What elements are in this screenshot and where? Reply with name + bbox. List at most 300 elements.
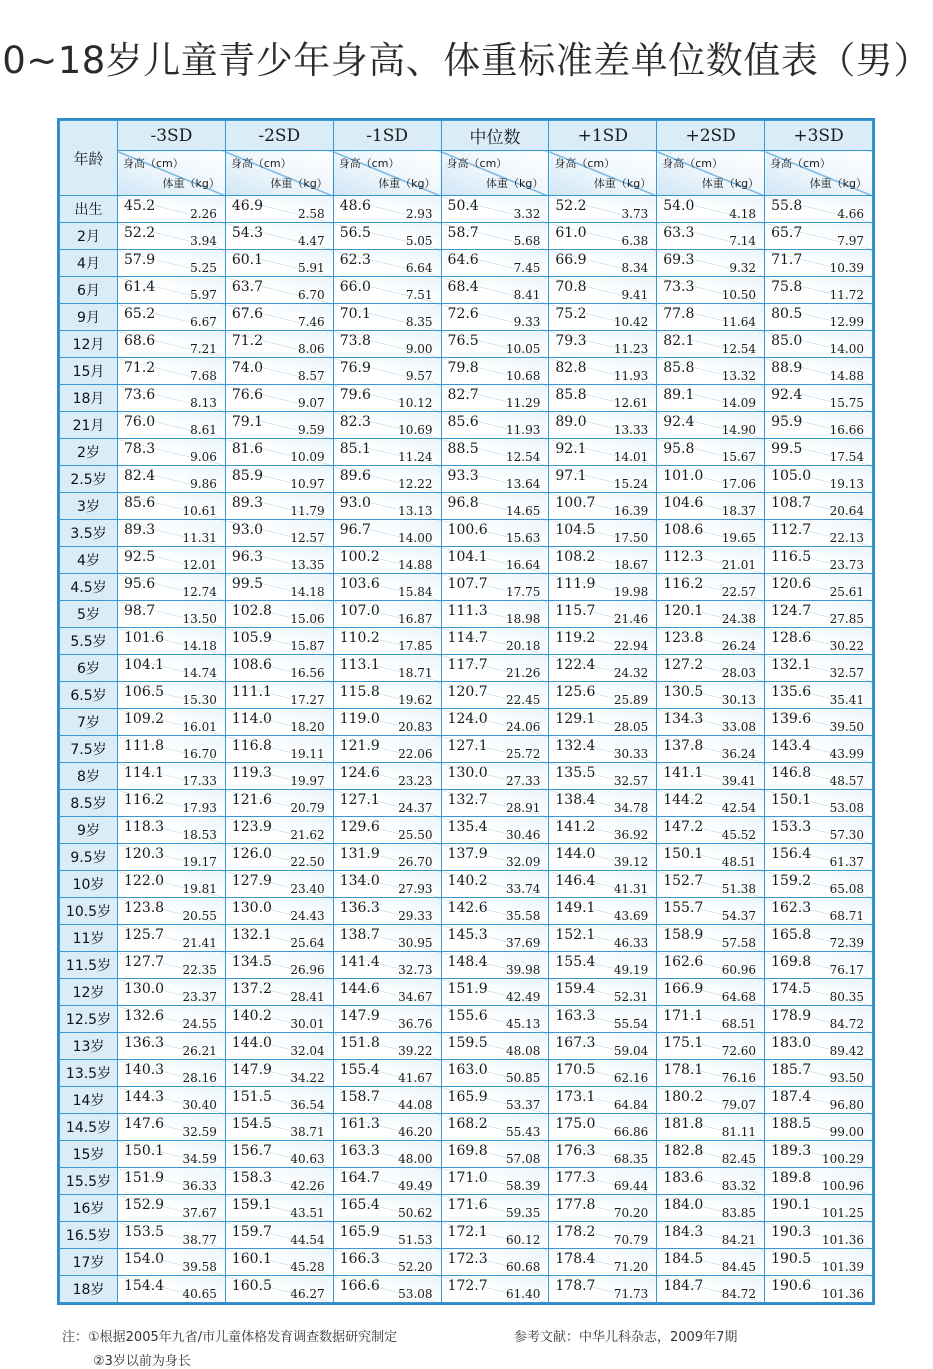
value-cell bbox=[549, 385, 657, 412]
table-row bbox=[60, 817, 873, 844]
weight-value: 28.16 bbox=[182, 1071, 217, 1085]
weight-value: 26.21 bbox=[182, 1044, 217, 1058]
value-cell bbox=[765, 385, 873, 412]
weight-value: 28.91 bbox=[506, 801, 541, 815]
value-cell bbox=[765, 520, 873, 547]
height-value: 171.0 bbox=[447, 1170, 488, 1186]
age-cell: 15.5岁 bbox=[60, 1168, 118, 1195]
value-cell bbox=[765, 223, 873, 250]
value-cell bbox=[657, 628, 765, 655]
weight-value: 12.57 bbox=[290, 531, 325, 545]
value-cell bbox=[657, 358, 765, 385]
value-cell bbox=[657, 1276, 765, 1303]
value-cell bbox=[333, 1006, 441, 1033]
age-cell: 2岁 bbox=[60, 439, 118, 466]
height-value: 121.9 bbox=[339, 738, 380, 754]
height-value: 52.2 bbox=[555, 198, 587, 214]
height-value: 152.7 bbox=[663, 873, 704, 889]
weight-value: 29.33 bbox=[398, 909, 433, 923]
value-cell bbox=[657, 223, 765, 250]
age-cell: 6岁 bbox=[60, 655, 118, 682]
value-cell bbox=[657, 1168, 765, 1195]
table-row bbox=[60, 736, 873, 763]
value-cell bbox=[441, 520, 549, 547]
value-cell bbox=[657, 1141, 765, 1168]
weight-value: 19.65 bbox=[721, 531, 757, 545]
height-value: 100.7 bbox=[555, 495, 596, 511]
height-value: 155.7 bbox=[663, 900, 704, 916]
height-value: 60.1 bbox=[231, 252, 264, 268]
height-value: 148.4 bbox=[447, 954, 488, 970]
height-value: 104.1 bbox=[447, 549, 488, 565]
height-value: 104.1 bbox=[124, 657, 165, 673]
value-cell bbox=[441, 304, 549, 331]
age-cell: 3.5岁 bbox=[60, 520, 118, 547]
weight-value: 17.54 bbox=[829, 450, 864, 464]
height-value: 152.9 bbox=[124, 1197, 165, 1213]
height-value: 74.0 bbox=[231, 360, 264, 376]
weight-value: 37.69 bbox=[506, 936, 541, 950]
age-cell: 16岁 bbox=[60, 1195, 118, 1222]
weight-value: 8.57 bbox=[297, 369, 325, 383]
value-cell bbox=[441, 1276, 549, 1303]
height-value: 92.4 bbox=[771, 387, 803, 403]
value-cell bbox=[441, 655, 549, 682]
weight-value: 48.08 bbox=[506, 1044, 541, 1058]
value-cell bbox=[549, 331, 657, 358]
height-value: 73.8 bbox=[339, 333, 371, 349]
weight-value: 9.57 bbox=[405, 369, 433, 383]
value-cell bbox=[657, 466, 765, 493]
height-value: 65.2 bbox=[124, 306, 156, 322]
height-value: 118.3 bbox=[124, 819, 165, 835]
table-row bbox=[60, 1060, 873, 1087]
weight-value: 68.51 bbox=[721, 1017, 757, 1031]
height-value: 61.0 bbox=[555, 225, 587, 241]
height-value: 96.3 bbox=[231, 549, 264, 565]
height-value: 93.0 bbox=[339, 495, 371, 511]
weight-value: 11.93 bbox=[506, 423, 541, 437]
height-value: 71.2 bbox=[231, 333, 264, 349]
weight-value: 13.32 bbox=[721, 369, 757, 383]
table-head bbox=[60, 121, 873, 196]
height-value: 127.1 bbox=[339, 792, 380, 808]
height-value: 95.6 bbox=[124, 576, 156, 592]
height-value: 79.3 bbox=[555, 333, 587, 349]
weight-value: 42.49 bbox=[506, 990, 541, 1004]
weight-value: 23.40 bbox=[290, 882, 325, 896]
height-value: 102.8 bbox=[231, 603, 272, 619]
weight-value: 11.64 bbox=[721, 315, 757, 329]
weight-value: 36.54 bbox=[290, 1098, 325, 1112]
height-value: 55.8 bbox=[771, 198, 803, 214]
value-cell bbox=[765, 331, 873, 358]
height-value: 114.7 bbox=[447, 630, 488, 646]
value-cell bbox=[657, 925, 765, 952]
value-cell bbox=[657, 520, 765, 547]
value-cell bbox=[441, 682, 549, 709]
weight-value: 17.50 bbox=[613, 531, 649, 545]
value-cell bbox=[765, 547, 873, 574]
value-cell bbox=[765, 1087, 873, 1114]
weight-value: 14.88 bbox=[398, 558, 433, 572]
height-value: 189.8 bbox=[771, 1170, 812, 1186]
weight-value: 72.39 bbox=[829, 936, 864, 950]
age-cell: 3岁 bbox=[60, 493, 118, 520]
height-value: 70.1 bbox=[339, 306, 371, 322]
table-row bbox=[60, 601, 873, 628]
age-cell: 9岁 bbox=[60, 817, 118, 844]
weight-value: 36.92 bbox=[613, 828, 649, 842]
height-value: 57.9 bbox=[124, 252, 156, 268]
weight-value: 14.90 bbox=[721, 423, 757, 437]
height-value: 190.5 bbox=[771, 1251, 812, 1267]
value-cell bbox=[765, 1222, 873, 1249]
height-value: 108.6 bbox=[231, 657, 272, 673]
value-cell bbox=[118, 952, 226, 979]
weight-value: 8.13 bbox=[190, 396, 217, 410]
value-cell bbox=[765, 196, 873, 223]
height-value: 137.2 bbox=[231, 981, 272, 997]
weight-value: 62.16 bbox=[613, 1071, 649, 1085]
weight-value: 18.37 bbox=[721, 504, 757, 518]
weight-value: 82.45 bbox=[721, 1152, 757, 1166]
value-cell bbox=[549, 358, 657, 385]
height-value: 119.2 bbox=[555, 630, 596, 646]
height-unit-label: 身高（cm） bbox=[338, 157, 400, 170]
height-value: 99.5 bbox=[231, 576, 264, 592]
weight-value: 13.13 bbox=[398, 504, 433, 518]
height-value: 56.5 bbox=[339, 225, 371, 241]
value-cell bbox=[441, 385, 549, 412]
height-value: 97.1 bbox=[555, 468, 587, 484]
height-value: 162.3 bbox=[771, 900, 812, 916]
height-value: 178.2 bbox=[555, 1224, 596, 1240]
value-cell bbox=[549, 1276, 657, 1303]
value-cell bbox=[657, 682, 765, 709]
weight-value: 21.62 bbox=[290, 828, 325, 842]
value-cell bbox=[441, 817, 549, 844]
weight-value: 24.43 bbox=[290, 909, 325, 923]
height-value: 127.9 bbox=[231, 873, 272, 889]
weight-value: 69.44 bbox=[613, 1179, 649, 1193]
weight-value: 48.51 bbox=[721, 855, 757, 869]
value-cell bbox=[333, 1087, 441, 1114]
table-row bbox=[60, 709, 873, 736]
height-value: 76.5 bbox=[447, 333, 479, 349]
height-value: 159.2 bbox=[771, 873, 812, 889]
weight-value: 26.96 bbox=[290, 963, 325, 977]
value-cell bbox=[333, 223, 441, 250]
weight-value: 30.40 bbox=[182, 1098, 217, 1112]
height-value: 75.8 bbox=[771, 279, 803, 295]
height-value: 183.0 bbox=[771, 1035, 812, 1051]
value-cell bbox=[118, 898, 226, 925]
weight-value: 10.42 bbox=[613, 315, 649, 329]
height-value: 89.1 bbox=[663, 387, 695, 403]
weight-value: 79.07 bbox=[721, 1098, 757, 1112]
height-value: 108.6 bbox=[663, 522, 704, 538]
height-value: 66.0 bbox=[339, 279, 371, 295]
weight-value: 41.31 bbox=[613, 882, 649, 896]
height-value: 163.0 bbox=[447, 1062, 488, 1078]
growth-table-grid bbox=[59, 120, 873, 1303]
value-cell bbox=[549, 250, 657, 277]
height-value: 126.0 bbox=[231, 846, 272, 862]
weight-value: 100.29 bbox=[822, 1152, 864, 1166]
weight-value: 19.11 bbox=[290, 747, 325, 761]
value-cell bbox=[549, 1249, 657, 1276]
height-value: 45.2 bbox=[124, 198, 156, 214]
footnote-2: ②3岁以前为身长 bbox=[93, 1354, 191, 1369]
height-value: 81.6 bbox=[231, 441, 264, 457]
height-value: 147.2 bbox=[663, 819, 704, 835]
height-value: 78.3 bbox=[124, 441, 156, 457]
value-cell bbox=[441, 466, 549, 493]
weight-unit-label: 体重（kg） bbox=[809, 177, 867, 190]
weight-value: 18.53 bbox=[182, 828, 217, 842]
height-value: 168.2 bbox=[447, 1116, 488, 1132]
weight-value: 34.59 bbox=[182, 1152, 217, 1166]
weight-value: 49.19 bbox=[613, 963, 649, 977]
value-cell bbox=[118, 1006, 226, 1033]
age-cell: 11.5岁 bbox=[60, 952, 118, 979]
height-value: 139.6 bbox=[771, 711, 812, 727]
value-cell bbox=[657, 763, 765, 790]
value-cell bbox=[549, 1060, 657, 1087]
height-value: 108.2 bbox=[555, 549, 596, 565]
weight-value: 25.89 bbox=[613, 693, 649, 707]
height-value: 89.6 bbox=[339, 468, 371, 484]
height-value: 106.5 bbox=[124, 684, 165, 700]
age-cell: 出生 bbox=[60, 196, 118, 223]
value-cell bbox=[765, 601, 873, 628]
table-row bbox=[60, 547, 873, 574]
weight-value: 6.38 bbox=[621, 234, 649, 248]
weight-value: 50.85 bbox=[506, 1071, 541, 1085]
weight-value: 23.37 bbox=[182, 990, 217, 1004]
height-value: 73.6 bbox=[124, 387, 156, 403]
value-cell bbox=[333, 277, 441, 304]
height-value: 120.1 bbox=[663, 603, 704, 619]
weight-unit-label: 体重（kg） bbox=[701, 177, 760, 190]
value-cell bbox=[118, 412, 226, 439]
value-cell bbox=[333, 952, 441, 979]
height-value: 173.1 bbox=[555, 1089, 596, 1105]
weight-value: 101.36 bbox=[822, 1233, 864, 1247]
height-value: 184.7 bbox=[663, 1278, 704, 1294]
weight-value: 17.93 bbox=[182, 801, 217, 815]
unit-header-row bbox=[60, 151, 873, 196]
height-value: 144.0 bbox=[555, 846, 596, 862]
height-value: 190.1 bbox=[771, 1197, 812, 1213]
height-value: 85.8 bbox=[663, 360, 695, 376]
value-cell bbox=[225, 574, 333, 601]
weight-value: 23.23 bbox=[398, 774, 433, 788]
height-unit-label: 身高（cm） bbox=[554, 157, 616, 170]
age-cell: 18月 bbox=[60, 385, 118, 412]
value-cell bbox=[657, 304, 765, 331]
weight-value: 83.85 bbox=[721, 1206, 757, 1220]
value-cell bbox=[441, 1060, 549, 1087]
value-cell bbox=[765, 844, 873, 871]
page-title: 0~18岁儿童青少年身高、体重标准差单位数值表（男） bbox=[2, 39, 931, 82]
height-value: 73.3 bbox=[663, 279, 695, 295]
height-value: 134.3 bbox=[663, 711, 704, 727]
height-value: 180.2 bbox=[663, 1089, 704, 1105]
value-cell bbox=[333, 790, 441, 817]
height-value: 165.9 bbox=[447, 1089, 488, 1105]
weight-value: 9.33 bbox=[513, 315, 541, 329]
height-value: 151.8 bbox=[339, 1035, 380, 1051]
value-cell bbox=[441, 277, 549, 304]
table-row bbox=[60, 1276, 873, 1303]
weight-value: 101.25 bbox=[822, 1206, 864, 1220]
value-cell bbox=[765, 574, 873, 601]
value-cell bbox=[441, 601, 549, 628]
weight-value: 21.01 bbox=[721, 558, 757, 572]
height-value: 132.4 bbox=[555, 738, 596, 754]
value-cell bbox=[657, 601, 765, 628]
height-value: 154.0 bbox=[124, 1251, 165, 1267]
height-value: 135.6 bbox=[771, 684, 812, 700]
sd-column-header: +2SD bbox=[657, 121, 765, 151]
value-cell bbox=[118, 790, 226, 817]
weight-value: 71.73 bbox=[613, 1287, 649, 1301]
weight-unit-label: 体重（kg） bbox=[270, 177, 328, 190]
value-cell bbox=[765, 817, 873, 844]
height-value: 66.9 bbox=[555, 252, 587, 268]
height-value: 187.4 bbox=[771, 1089, 812, 1105]
weight-value: 12.54 bbox=[721, 342, 757, 356]
height-value: 177.8 bbox=[555, 1197, 596, 1213]
height-value: 124.7 bbox=[771, 603, 812, 619]
height-value: 54.3 bbox=[231, 225, 264, 241]
value-cell bbox=[765, 979, 873, 1006]
weight-value: 60.96 bbox=[721, 963, 757, 977]
value-cell bbox=[225, 358, 333, 385]
age-cell: 6.5岁 bbox=[60, 682, 118, 709]
height-value: 132.6 bbox=[124, 1008, 165, 1024]
value-cell bbox=[441, 358, 549, 385]
weight-value: 81.11 bbox=[721, 1125, 757, 1139]
weight-value: 30.46 bbox=[506, 828, 541, 842]
value-cell bbox=[765, 952, 873, 979]
weight-value: 60.12 bbox=[506, 1233, 541, 1247]
value-cell bbox=[118, 385, 226, 412]
height-value: 130.0 bbox=[231, 900, 272, 916]
height-value: 127.7 bbox=[124, 954, 165, 970]
height-unit-label: 身高（cm） bbox=[770, 157, 831, 170]
age-cell: 2月 bbox=[60, 223, 118, 250]
weight-value: 51.38 bbox=[721, 882, 757, 896]
weight-value: 25.64 bbox=[290, 936, 325, 950]
age-cell: 21月 bbox=[60, 412, 118, 439]
weight-value: 9.86 bbox=[190, 477, 217, 491]
height-value: 82.4 bbox=[124, 468, 156, 484]
value-cell bbox=[118, 1141, 226, 1168]
value-cell bbox=[441, 952, 549, 979]
height-value: 137.9 bbox=[447, 846, 488, 862]
age-cell: 11岁 bbox=[60, 925, 118, 952]
height-value: 170.5 bbox=[555, 1062, 596, 1078]
weight-value: 10.05 bbox=[506, 342, 541, 356]
weight-value: 15.24 bbox=[613, 477, 649, 491]
weight-value: 36.76 bbox=[398, 1017, 433, 1031]
value-cell bbox=[765, 1276, 873, 1303]
value-cell bbox=[333, 196, 441, 223]
value-cell bbox=[549, 925, 657, 952]
value-cell bbox=[765, 1141, 873, 1168]
height-value: 184.3 bbox=[663, 1224, 704, 1240]
height-value: 172.3 bbox=[447, 1251, 488, 1267]
value-cell bbox=[441, 547, 549, 574]
value-cell bbox=[765, 1249, 873, 1276]
weight-value: 15.06 bbox=[290, 612, 325, 626]
height-value: 141.2 bbox=[555, 819, 596, 835]
value-cell bbox=[549, 844, 657, 871]
height-value: 105.0 bbox=[771, 468, 812, 484]
height-value: 174.5 bbox=[771, 981, 812, 997]
height-value: 138.4 bbox=[555, 792, 596, 808]
value-cell bbox=[333, 439, 441, 466]
value-cell bbox=[441, 763, 549, 790]
value-cell bbox=[333, 1195, 441, 1222]
table-row bbox=[60, 1249, 873, 1276]
height-value: 181.8 bbox=[663, 1116, 704, 1132]
value-cell bbox=[118, 979, 226, 1006]
weight-value: 54.37 bbox=[721, 909, 757, 923]
footnotes bbox=[62, 1326, 738, 1369]
weight-value: 15.84 bbox=[398, 585, 433, 599]
height-value: 80.5 bbox=[771, 306, 803, 322]
weight-value: 37.67 bbox=[182, 1206, 217, 1220]
value-cell bbox=[441, 1141, 549, 1168]
value-cell bbox=[333, 385, 441, 412]
value-cell bbox=[225, 1006, 333, 1033]
weight-value: 10.69 bbox=[398, 423, 433, 437]
weight-value: 7.45 bbox=[513, 261, 541, 275]
height-value: 93.3 bbox=[447, 468, 479, 484]
height-value: 111.3 bbox=[447, 603, 488, 619]
weight-value: 20.55 bbox=[182, 909, 217, 923]
weight-value: 4.18 bbox=[729, 207, 757, 221]
value-cell bbox=[441, 1114, 549, 1141]
value-cell bbox=[225, 709, 333, 736]
value-cell bbox=[441, 1195, 549, 1222]
age-cell: 14岁 bbox=[60, 1087, 118, 1114]
weight-value: 33.08 bbox=[721, 720, 757, 734]
weight-value: 57.30 bbox=[829, 828, 864, 842]
weight-value: 18.98 bbox=[506, 612, 541, 626]
weight-value: 20.64 bbox=[829, 504, 864, 518]
age-cell: 10.5岁 bbox=[60, 898, 118, 925]
weight-value: 61.37 bbox=[829, 855, 864, 869]
weight-value: 27.85 bbox=[829, 612, 864, 626]
weight-value: 46.33 bbox=[613, 936, 649, 950]
weight-value: 68.35 bbox=[613, 1152, 649, 1166]
height-value: 132.7 bbox=[447, 792, 488, 808]
value-cell bbox=[118, 655, 226, 682]
height-value: 116.8 bbox=[231, 738, 272, 754]
weight-value: 53.08 bbox=[398, 1287, 433, 1301]
weight-value: 24.38 bbox=[721, 612, 757, 626]
height-value: 120.7 bbox=[447, 684, 488, 700]
weight-value: 59.04 bbox=[613, 1044, 649, 1058]
height-value: 95.8 bbox=[663, 441, 695, 457]
value-cell bbox=[657, 277, 765, 304]
weight-value: 33.74 bbox=[506, 882, 541, 896]
